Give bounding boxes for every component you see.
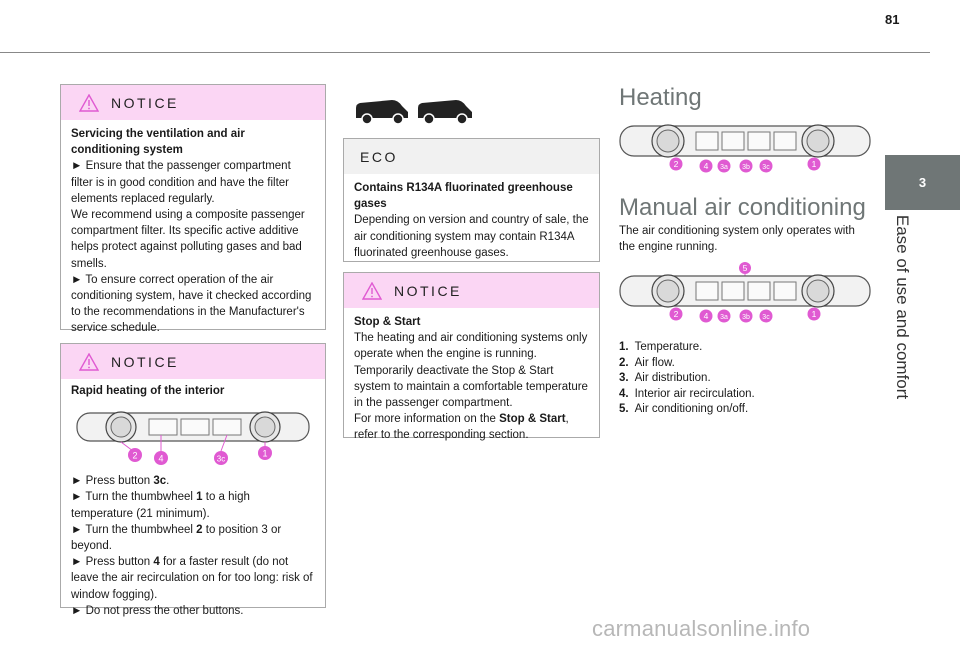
eco-title: Contains R134A fluorinated greenhouse gases [354,182,573,211]
top-rule [0,52,930,53]
notice-title: Stop & Start [354,316,421,328]
panel-label: 3c [762,164,770,171]
panel-label: 1 [811,309,817,319]
notice-label: NOTICE [111,353,179,370]
panel-label: 5 [742,263,748,273]
eco-box [343,138,600,262]
panel-label: 3a [720,164,728,171]
step-text: ► Turn the thumbwheel 1 to a high temperature (21 minimum). [71,491,250,520]
ac-panel-illustration [618,262,872,324]
watermark: carmanualsonline.info [592,616,811,641]
list-item: 1. Temperature. [619,341,703,353]
panel-label: 3b [742,314,750,321]
list-item: 2. Air flow. [619,356,675,369]
notice-title: Rapid heating of the interior [71,385,225,397]
eco-text: Depending on version and country of sale, the air conditioning system may contain R134A fluorinated greenhouse gases. [354,214,589,259]
step-text: ► Press button 3c. [71,475,170,488]
page-number: 81 [885,12,900,27]
notice-text: ► To ensure correct operation of the air conditioning system, have it checked according to the recommendations in the Manufacturer's service schedule. [71,273,312,335]
vehicle-versions-icon [352,96,476,126]
panel-label: 3a [720,314,728,321]
list-item: 4. Interior air recirculation. [619,387,755,400]
panel-label: 1 [262,448,268,459]
panel-label: 3b [742,164,750,171]
panel-label: 2 [673,309,679,319]
eco-label: ECO [360,148,398,165]
notice-header [61,344,325,379]
notice-text: The heating and air conditioning systems only operate when the engine is running. [354,332,588,361]
notice-label: NOTICE [111,94,179,111]
notice-header [344,273,599,308]
warning-icon [79,94,99,112]
warning-icon [79,353,99,371]
step-text: ► Do not press the other buttons. [71,604,244,617]
notice-label: NOTICE [394,282,462,299]
manual-ac-heading: Manual air conditioning [619,194,866,221]
panel-label: 1 [811,159,817,169]
panel-label: 2 [673,159,679,169]
list-item: 3. Air distribution. [619,372,711,384]
notice-servicing [60,84,326,335]
warning-icon [362,282,382,300]
panel-label: 4 [703,161,709,171]
eco-header [344,139,599,174]
list-item: 5. Air conditioning on/off. [619,403,749,415]
control-legend-list [619,340,755,418]
notice-text: We recommend using a composite passenger compartment filter. Its specific active additive helps protect against polluting gases and bad smells. [71,209,305,270]
panel-label: 3c [216,454,226,464]
heating-heading: Heating [619,84,702,111]
panel-label: 3c [762,314,770,321]
notice-title: Servicing the ventilation and air conditioning system [71,128,245,157]
notice-text: For more information on the Stop & Start, refer to the corresponding section. [354,413,569,442]
chapter-tab[interactable]: 3 [885,155,960,210]
notice-stop-start [343,272,600,442]
heating-panel-illustration [618,122,872,174]
notice-text: ► Ensure that the passenger compartment filter is in good condition and have the filter elements replaced regularly. [71,160,291,205]
step-text: ► Turn the thumbwheel 2 to position 3 or beyond. [71,523,282,553]
notice-text: Temporarily deactivate the Stop & Start system to maintain a comfortable temperature in the passenger compartment. [354,364,588,410]
notice-rapid-heating [60,343,326,617]
manual-ac-intro: The air conditioning system only operates with the engine running. [619,225,855,253]
chapter-title: Ease of use and comfort [893,214,912,400]
panel-label: 4 [703,311,709,321]
notice-header [61,85,325,120]
panel-label: 2 [132,450,138,461]
control-panel-illustration [71,405,315,471]
panel-label: 4 [158,453,164,464]
step-text: ► Press button 4 for a faster result (do not leave the air recirculation on for too long: risk of window fogging). [71,556,313,601]
